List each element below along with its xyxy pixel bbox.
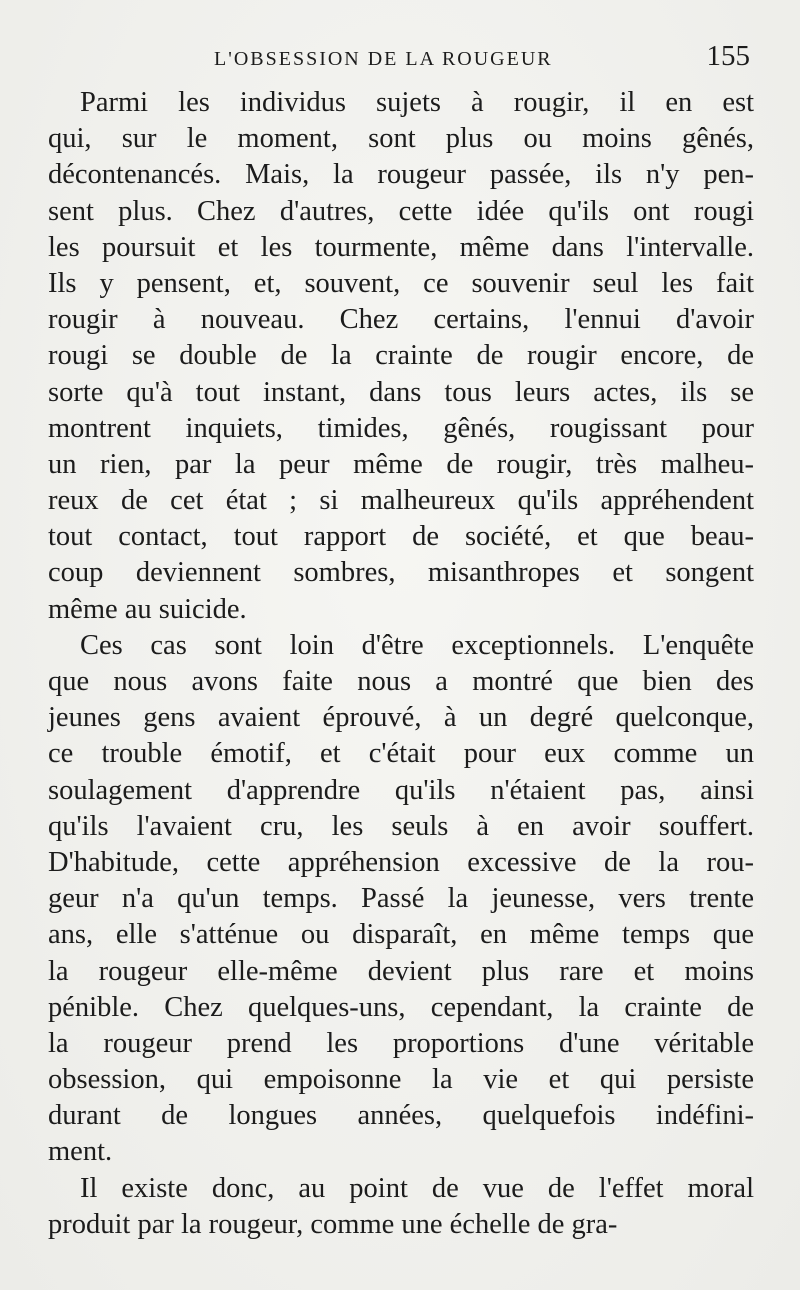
text-line: obsession, qui empoisonne la vie et qui persiste xyxy=(48,1064,754,1096)
body-text xyxy=(48,85,754,1243)
text-line: rougir à nouveau. Chez certains, l'ennui d'avoir xyxy=(48,304,754,336)
text-line: qui, sur le moment, sont plus ou moins gênés, xyxy=(48,123,754,155)
text-line: ment. xyxy=(48,1136,113,1168)
text-line: produit par la rougeur, comme une échelle de gra- xyxy=(48,1208,618,1240)
text-line: les poursuit et les tourmente, même dans l'intervalle. xyxy=(48,231,754,263)
text-line: jeunes gens avaient éprouvé, à un degré quelconque, xyxy=(48,702,754,734)
text-line: coup deviennent sombres, misanthropes et songent xyxy=(48,557,754,589)
text-line: ans, elle s'atténue ou disparaît, en même temps que xyxy=(48,919,754,951)
text-line: un rien, par la peur même de rougir, très malheu- xyxy=(48,448,754,480)
text-line: D'habitude, cette appréhension excessive de la rou- xyxy=(48,846,754,878)
text-line: la rougeur elle-même devient plus rare et moins xyxy=(48,955,754,987)
text-line: tout contact, tout rapport de société, et que beau- xyxy=(48,521,754,553)
text-line: qu'ils l'avaient cru, les seuls à en avoir souffert. xyxy=(48,810,754,842)
text-line: geur n'a qu'un temps. Passé la jeunesse, vers trente xyxy=(48,883,754,915)
text-line: Parmi les individus sujets à rougir, il en est xyxy=(80,87,754,118)
running-title: L'OBSESSION DE LA ROUGEUR xyxy=(214,48,553,70)
text-line: la rougeur prend les proportions d'une véritable xyxy=(48,1027,754,1059)
text-line: ce trouble émotif, et c'était pour eux comme un xyxy=(48,738,754,770)
paragraph xyxy=(48,85,754,628)
text-line: même au suicide. xyxy=(48,593,247,625)
text-line: que nous avons faite nous a montré que bien des xyxy=(48,666,754,697)
text-line: Ils y pensent, et, souvent, ce souvenir seul les fait xyxy=(48,267,754,299)
page-header xyxy=(48,40,752,80)
text-line: sorte qu'à tout instant, dans tous leurs actes, ils se xyxy=(48,376,754,408)
text-line: durant de longues années, quelquefois indéfini- xyxy=(48,1100,754,1132)
page-number: 155 xyxy=(706,40,750,72)
text-line: montrent inquiets, timides, gênés, rougissant pour xyxy=(48,412,754,444)
text-line: soulagement d'apprendre qu'ils n'étaient pas, ainsi xyxy=(48,774,754,806)
paragraph xyxy=(48,628,754,1171)
text-line: reux de cet état ; si malheureux qu'ils appréhendent xyxy=(48,485,754,517)
text-line: décontenancés. Mais, la rougeur passée, ils n'y pen- xyxy=(48,159,754,191)
text-line: pénible. Chez quelques-uns, cependant, la crainte de xyxy=(48,991,754,1023)
text-line: Il existe donc, au point de vue de l'effet moral xyxy=(80,1172,754,1204)
text-line: rougi se double de la crainte de rougir encore, de xyxy=(48,340,754,372)
text-line: sent plus. Chez d'autres, cette idée qu'ils ont rougi xyxy=(48,195,754,227)
paragraph xyxy=(48,1171,754,1243)
text-line: Ces cas sont loin d'être exceptionnels. L'enquête xyxy=(80,629,754,661)
